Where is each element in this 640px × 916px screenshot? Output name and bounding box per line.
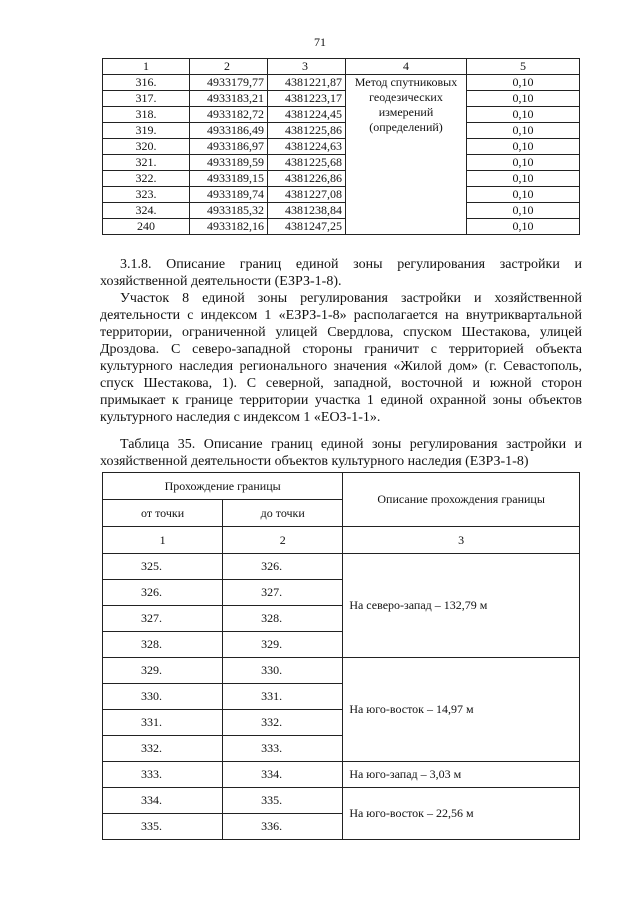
from-point: 329. — [103, 658, 223, 684]
column-header: 5 — [467, 59, 580, 75]
boundary-table — [102, 472, 580, 840]
coord-y: 4381224,45 — [268, 107, 346, 123]
accuracy: 0,10 — [467, 155, 580, 171]
point-number: 317. — [103, 91, 190, 107]
to-point: 329. — [223, 632, 343, 658]
coord-y: 4381227,08 — [268, 187, 346, 203]
table-row — [103, 123, 580, 139]
accuracy: 0,10 — [467, 219, 580, 235]
point-number: 316. — [103, 75, 190, 91]
coord-y: 4381225,86 — [268, 123, 346, 139]
coord-x: 4933189,74 — [190, 187, 268, 203]
point-number: 324. — [103, 203, 190, 219]
coord-x: 4933179,77 — [190, 75, 268, 91]
column-header: 1 — [103, 59, 190, 75]
method-line: (определений) — [369, 120, 443, 134]
accuracy: 0,10 — [467, 107, 580, 123]
point-number: 320. — [103, 139, 190, 155]
column-header: 4 — [346, 59, 467, 75]
table-row — [103, 139, 580, 155]
from-point: 325. — [103, 554, 223, 580]
boundary-description: На северо-запад – 132,79 м — [343, 554, 580, 658]
method-line: геодезических — [369, 90, 443, 104]
coord-y: 4381221,87 — [268, 75, 346, 91]
page-number: 71 — [314, 35, 326, 49]
header-desc: Описание прохождения границы — [343, 473, 580, 527]
coord-x: 4933189,59 — [190, 155, 268, 171]
table-row — [103, 75, 580, 91]
table-row — [103, 554, 580, 580]
header-group: Прохождение границы — [103, 473, 343, 500]
to-point: 330. — [223, 658, 343, 684]
from-point: 335. — [103, 814, 223, 840]
coord-x: 4933182,16 — [190, 219, 268, 235]
from-point: 327. — [103, 606, 223, 632]
table-row — [103, 762, 580, 788]
boundary-description: На юго-запад – 3,03 м — [343, 762, 580, 788]
method-line: Метод спутниковых — [354, 75, 458, 89]
coord-y: 4381224,63 — [268, 139, 346, 155]
coord-x: 4933186,97 — [190, 139, 268, 155]
boundary-description: На юго-восток – 22,56 м — [343, 788, 580, 840]
table-row — [103, 91, 580, 107]
table-row — [103, 219, 580, 235]
coord-y: 4381225,68 — [268, 155, 346, 171]
to-point: 332. — [223, 710, 343, 736]
point-number: 240 — [103, 219, 190, 235]
column-header: 2 — [190, 59, 268, 75]
coord-x: 4933186,49 — [190, 123, 268, 139]
from-point: 332. — [103, 736, 223, 762]
point-number: 321. — [103, 155, 190, 171]
column-number: 3 — [343, 527, 580, 554]
from-point: 330. — [103, 684, 223, 710]
accuracy: 0,10 — [467, 139, 580, 155]
to-point: 327. — [223, 580, 343, 606]
accuracy: 0,10 — [467, 91, 580, 107]
from-point: 331. — [103, 710, 223, 736]
table-row — [103, 171, 580, 187]
to-point: 334. — [223, 762, 343, 788]
to-point: 331. — [223, 684, 343, 710]
accuracy: 0,10 — [467, 171, 580, 187]
boundary-description: На юго-восток – 14,97 м — [343, 658, 580, 762]
table-row — [103, 203, 580, 219]
section-heading: 3.1.8. Описание границ единой зоны регулирования застройки и хозяйственной деятельности (ЕЗРЗ-1-8). — [100, 257, 582, 289]
to-point: 328. — [223, 606, 343, 632]
table-row — [103, 107, 580, 123]
point-number: 323. — [103, 187, 190, 203]
accuracy: 0,10 — [467, 123, 580, 139]
from-point: 328. — [103, 632, 223, 658]
table-header-row — [103, 473, 580, 500]
coord-y: 4381223,17 — [268, 91, 346, 107]
header-from: от точки — [103, 500, 223, 527]
column-number: 2 — [223, 527, 343, 554]
header-to: до точки — [223, 500, 343, 527]
accuracy: 0,10 — [467, 187, 580, 203]
accuracy: 0,10 — [467, 203, 580, 219]
method-line: измерений — [378, 105, 434, 119]
coord-x: 4933185,32 — [190, 203, 268, 219]
method-cell — [346, 75, 467, 235]
to-point: 326. — [223, 554, 343, 580]
accuracy: 0,10 — [467, 75, 580, 91]
to-point: 333. — [223, 736, 343, 762]
coord-x: 4933182,72 — [190, 107, 268, 123]
coord-y: 4381238,84 — [268, 203, 346, 219]
coord-x: 4933189,15 — [190, 171, 268, 187]
coord-y: 4381247,25 — [268, 219, 346, 235]
section-body: Участок 8 единой зоны регулирования застройки и хозяйственной деятельности с индексом 1 «ЕЗРЗ-1-8» располагается на внутриквартальной территории, ограниченной улицей Свердлова, спуском Шестакова, улицей Дроздова. С северо-западной стороны граничит с территорией объекта культурного наследия регионального значения «Жилой дом» (г. Севастополь, спуск Шестакова, 1). С северной, западной, восточной и южной сторон примыкает к границе территории участка 1 единой охранной зоны объектов культурного наследия с индексом 1 «ЕОЗ-1-1». — [100, 291, 582, 425]
point-number: 319. — [103, 123, 190, 139]
column-header: 3 — [268, 59, 346, 75]
from-point: 333. — [103, 762, 223, 788]
to-point: 336. — [223, 814, 343, 840]
coordinates-table — [102, 58, 580, 235]
table-row — [103, 658, 580, 684]
point-number: 318. — [103, 107, 190, 123]
table-row — [103, 187, 580, 203]
table-header-row — [103, 59, 580, 75]
column-number: 1 — [103, 527, 223, 554]
table-row — [103, 788, 580, 814]
coord-y: 4381226,86 — [268, 171, 346, 187]
table-header-row — [103, 527, 580, 554]
coord-x: 4933183,21 — [190, 91, 268, 107]
table-row — [103, 155, 580, 171]
table-caption: Таблица 35. Описание границ единой зоны регулирования застройки и хозяйственной деятельности объектов культурного наследия (ЕЗРЗ-1-8) — [100, 437, 582, 469]
point-number: 322. — [103, 171, 190, 187]
from-point: 326. — [103, 580, 223, 606]
from-point: 334. — [103, 788, 223, 814]
to-point: 335. — [223, 788, 343, 814]
